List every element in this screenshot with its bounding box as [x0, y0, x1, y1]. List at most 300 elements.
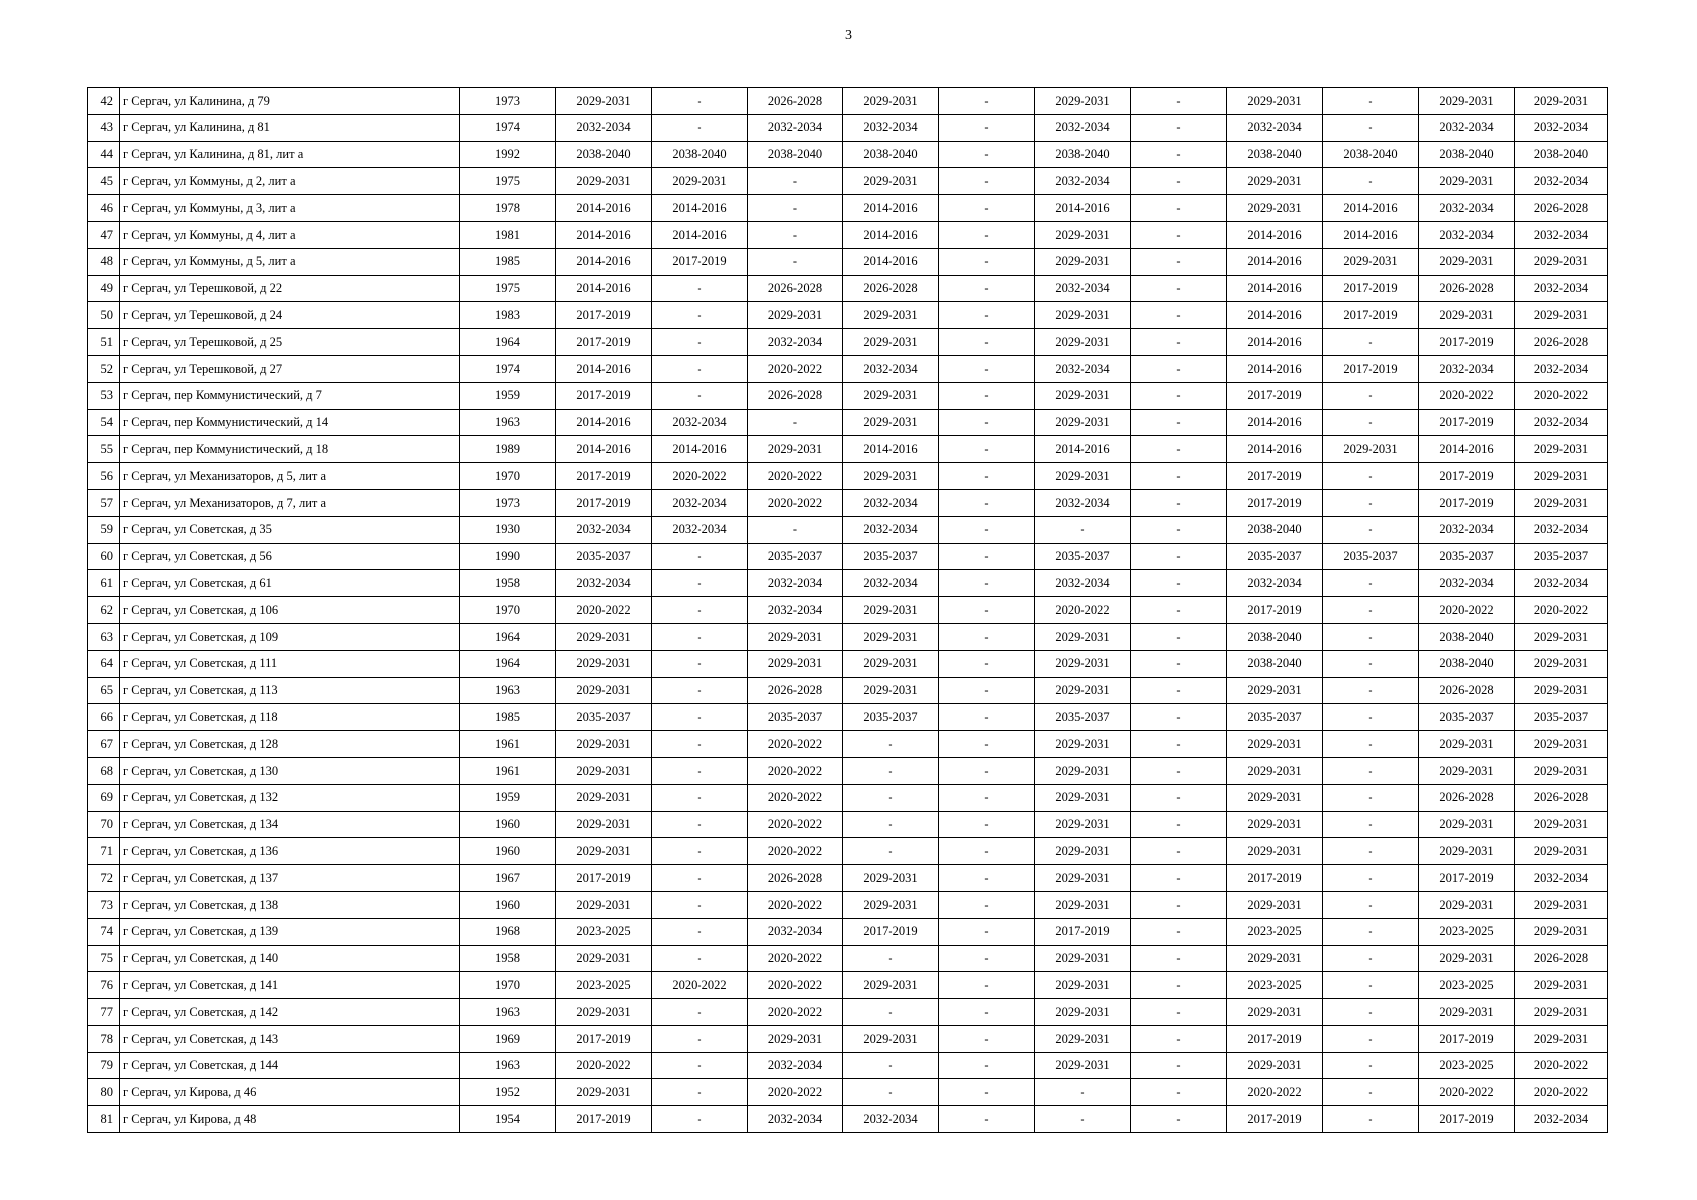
term-cell: 2017-2019	[1227, 463, 1323, 490]
term-cell: 2029-2031	[556, 999, 652, 1026]
term-cell: 2020-2022	[1515, 1052, 1608, 1079]
term-cell: -	[939, 221, 1035, 248]
term-cell: 2035-2037	[1419, 704, 1515, 731]
term-cell: -	[843, 811, 939, 838]
term-cell: -	[1131, 516, 1227, 543]
term-cell: -	[939, 1106, 1035, 1133]
term-cell: 2026-2028	[843, 275, 939, 302]
table-row	[88, 731, 1608, 758]
term-cell: 2035-2037	[843, 543, 939, 570]
term-cell: -	[748, 516, 843, 543]
term-cell: -	[939, 168, 1035, 195]
term-cell: 2029-2031	[1227, 757, 1323, 784]
term-cell: 2029-2031	[556, 784, 652, 811]
term-cell: 2035-2037	[748, 543, 843, 570]
term-cell: 2032-2034	[652, 409, 748, 436]
term-cell: 2035-2037	[1227, 543, 1323, 570]
year-built-cell: 1960	[460, 838, 556, 865]
term-cell: 2029-2031	[1035, 999, 1131, 1026]
term-cell: 2026-2028	[1515, 195, 1608, 222]
term-cell: 2029-2031	[1035, 221, 1131, 248]
term-cell: 2029-2031	[652, 168, 748, 195]
term-cell: 2029-2031	[748, 650, 843, 677]
term-cell: -	[1323, 382, 1419, 409]
term-cell: 2014-2016	[556, 221, 652, 248]
term-cell: 2029-2031	[1035, 891, 1131, 918]
year-built-cell: 1973	[460, 88, 556, 115]
term-cell: -	[843, 945, 939, 972]
term-cell: -	[1131, 1106, 1227, 1133]
term-cell: -	[652, 275, 748, 302]
term-cell: 2029-2031	[1035, 623, 1131, 650]
table-row	[88, 88, 1608, 115]
term-cell: 2032-2034	[652, 489, 748, 516]
term-cell: 2017-2019	[1227, 865, 1323, 892]
term-cell: 2017-2019	[1419, 329, 1515, 356]
row-number-cell: 55	[88, 436, 120, 463]
address-cell: г Сергач, ул Кирова, д 48	[120, 1106, 460, 1133]
row-number-cell: 44	[88, 141, 120, 168]
term-cell: 2032-2034	[1515, 1106, 1608, 1133]
term-cell: 2014-2016	[1227, 302, 1323, 329]
term-cell: 2014-2016	[1035, 436, 1131, 463]
term-cell: -	[1131, 677, 1227, 704]
term-cell: 2014-2016	[843, 195, 939, 222]
year-built-cell: 1970	[460, 972, 556, 999]
term-cell: 2029-2031	[1227, 945, 1323, 972]
term-cell: 2020-2022	[748, 999, 843, 1026]
term-cell: -	[652, 543, 748, 570]
term-cell: -	[1323, 865, 1419, 892]
term-cell: 2029-2031	[843, 972, 939, 999]
term-cell: -	[652, 329, 748, 356]
term-cell: -	[1131, 1079, 1227, 1106]
term-cell: 2020-2022	[652, 463, 748, 490]
term-cell: 2029-2031	[556, 838, 652, 865]
row-number-cell: 47	[88, 221, 120, 248]
term-cell: -	[1131, 168, 1227, 195]
term-cell: 2017-2019	[1035, 918, 1131, 945]
term-cell: 2020-2022	[748, 972, 843, 999]
term-cell: -	[939, 489, 1035, 516]
term-cell: -	[1323, 463, 1419, 490]
term-cell: 2017-2019	[1419, 865, 1515, 892]
term-cell: -	[1131, 757, 1227, 784]
term-cell: -	[939, 1025, 1035, 1052]
term-cell: 2014-2016	[1419, 436, 1515, 463]
term-cell: 2017-2019	[843, 918, 939, 945]
term-cell: 2029-2031	[1227, 811, 1323, 838]
term-cell: -	[1035, 1106, 1131, 1133]
term-cell: -	[748, 248, 843, 275]
term-cell: -	[1131, 409, 1227, 436]
term-cell: -	[1323, 1052, 1419, 1079]
term-cell: -	[1035, 1079, 1131, 1106]
term-cell: 2038-2040	[652, 141, 748, 168]
row-number-cell: 56	[88, 463, 120, 490]
term-cell: -	[1323, 811, 1419, 838]
term-cell: 2029-2031	[556, 88, 652, 115]
row-number-cell: 57	[88, 489, 120, 516]
term-cell: 2029-2031	[1035, 248, 1131, 275]
term-cell: 2023-2025	[1419, 972, 1515, 999]
term-cell: -	[1131, 570, 1227, 597]
term-cell: -	[1131, 543, 1227, 570]
table-row	[88, 436, 1608, 463]
term-cell: -	[652, 1052, 748, 1079]
term-cell: 2020-2022	[1419, 382, 1515, 409]
term-cell: 2038-2040	[1419, 141, 1515, 168]
address-cell: г Сергач, ул Коммуны, д 5, лит а	[120, 248, 460, 275]
row-number-cell: 61	[88, 570, 120, 597]
term-cell: 2029-2031	[1035, 811, 1131, 838]
term-cell: -	[939, 114, 1035, 141]
term-cell: -	[652, 1025, 748, 1052]
term-cell: 2017-2019	[1227, 597, 1323, 624]
term-cell: -	[939, 543, 1035, 570]
address-cell: г Сергач, ул Советская, д 136	[120, 838, 460, 865]
year-built-cell: 1959	[460, 784, 556, 811]
term-cell: -	[652, 757, 748, 784]
year-built-cell: 1963	[460, 1052, 556, 1079]
table-row	[88, 784, 1608, 811]
row-number-cell: 69	[88, 784, 120, 811]
term-cell: 2029-2031	[1035, 757, 1131, 784]
term-cell: -	[1131, 597, 1227, 624]
term-cell: -	[1131, 918, 1227, 945]
term-cell: 2029-2031	[1227, 677, 1323, 704]
term-cell: -	[1323, 1079, 1419, 1106]
term-cell: 2029-2031	[556, 1079, 652, 1106]
term-cell: 2023-2025	[556, 918, 652, 945]
term-cell: 2035-2037	[556, 704, 652, 731]
term-cell: -	[939, 999, 1035, 1026]
year-built-cell: 1964	[460, 650, 556, 677]
term-cell: 2029-2031	[843, 891, 939, 918]
term-cell: -	[1323, 838, 1419, 865]
term-cell: -	[1131, 302, 1227, 329]
term-cell: 2020-2022	[1419, 1079, 1515, 1106]
table-row	[88, 221, 1608, 248]
term-cell: 2020-2022	[748, 1079, 843, 1106]
term-cell: -	[1131, 275, 1227, 302]
term-cell: 2020-2022	[1515, 382, 1608, 409]
term-cell: -	[939, 865, 1035, 892]
term-cell: 2029-2031	[1515, 811, 1608, 838]
term-cell: 2029-2031	[1419, 168, 1515, 195]
term-cell: -	[1131, 141, 1227, 168]
table-row	[88, 168, 1608, 195]
table-row	[88, 489, 1608, 516]
term-cell: 2014-2016	[652, 195, 748, 222]
term-cell: 2017-2019	[1227, 1025, 1323, 1052]
term-cell: -	[939, 409, 1035, 436]
term-cell: 2020-2022	[1035, 597, 1131, 624]
term-cell: 2026-2028	[748, 865, 843, 892]
address-cell: г Сергач, ул Кирова, д 46	[120, 1079, 460, 1106]
term-cell: -	[1323, 168, 1419, 195]
term-cell: 2035-2037	[748, 704, 843, 731]
term-cell: -	[1323, 88, 1419, 115]
table-row	[88, 355, 1608, 382]
year-built-cell: 1961	[460, 731, 556, 758]
table-body	[88, 88, 1608, 1133]
term-cell: -	[843, 999, 939, 1026]
term-cell: 2026-2028	[748, 382, 843, 409]
term-cell: 2032-2034	[1515, 221, 1608, 248]
row-number-cell: 65	[88, 677, 120, 704]
term-cell: 2017-2019	[556, 865, 652, 892]
term-cell: -	[939, 945, 1035, 972]
term-cell: 2023-2025	[1227, 918, 1323, 945]
term-cell: 2038-2040	[1323, 141, 1419, 168]
term-cell: -	[1131, 382, 1227, 409]
year-built-cell: 1954	[460, 1106, 556, 1133]
table-row	[88, 597, 1608, 624]
term-cell: 2032-2034	[1419, 516, 1515, 543]
term-cell: 2029-2031	[1227, 999, 1323, 1026]
term-cell: -	[939, 1079, 1035, 1106]
term-cell: 2017-2019	[1323, 275, 1419, 302]
term-cell: 2029-2031	[843, 597, 939, 624]
table-row	[88, 329, 1608, 356]
term-cell: 2035-2037	[1515, 704, 1608, 731]
term-cell: 2032-2034	[1419, 195, 1515, 222]
term-cell: -	[1323, 757, 1419, 784]
term-cell: -	[939, 516, 1035, 543]
term-cell: 2029-2031	[556, 811, 652, 838]
term-cell: 2038-2040	[1227, 650, 1323, 677]
term-cell: 2014-2016	[1323, 195, 1419, 222]
address-cell: г Сергач, ул Калинина, д 79	[120, 88, 460, 115]
year-built-cell: 1983	[460, 302, 556, 329]
term-cell: 2032-2034	[843, 489, 939, 516]
term-cell: 2029-2031	[1035, 302, 1131, 329]
term-cell: 2017-2019	[556, 489, 652, 516]
term-cell: 2029-2031	[1035, 329, 1131, 356]
term-cell: -	[748, 221, 843, 248]
year-built-cell: 1974	[460, 114, 556, 141]
table-row	[88, 999, 1608, 1026]
term-cell: 2032-2034	[1515, 355, 1608, 382]
year-built-cell: 1963	[460, 409, 556, 436]
term-cell: 2014-2016	[556, 195, 652, 222]
table-row	[88, 945, 1608, 972]
address-cell: г Сергач, ул Советская, д 106	[120, 597, 460, 624]
term-cell: -	[1323, 489, 1419, 516]
address-cell: г Сергач, ул Советская, д 130	[120, 757, 460, 784]
table-row	[88, 275, 1608, 302]
term-cell: 2020-2022	[1227, 1079, 1323, 1106]
term-cell: 2032-2034	[748, 114, 843, 141]
term-cell: 2017-2019	[1419, 1025, 1515, 1052]
year-built-cell: 1961	[460, 757, 556, 784]
term-cell: 2029-2031	[556, 891, 652, 918]
term-cell: -	[1131, 784, 1227, 811]
table-row	[88, 543, 1608, 570]
term-cell: 2026-2028	[748, 275, 843, 302]
table-row	[88, 463, 1608, 490]
term-cell: -	[652, 731, 748, 758]
term-cell: -	[1131, 1052, 1227, 1079]
term-cell: -	[1131, 114, 1227, 141]
term-cell: 2020-2022	[748, 784, 843, 811]
term-cell: 2020-2022	[748, 945, 843, 972]
term-cell: -	[652, 650, 748, 677]
term-cell: 2029-2031	[1419, 731, 1515, 758]
term-cell: -	[1323, 945, 1419, 972]
term-cell: 2032-2034	[1227, 114, 1323, 141]
address-cell: г Сергач, ул Советская, д 61	[120, 570, 460, 597]
term-cell: 2029-2031	[1035, 731, 1131, 758]
term-cell: 2032-2034	[556, 570, 652, 597]
address-cell: г Сергач, ул Терешковой, д 22	[120, 275, 460, 302]
term-cell: -	[652, 1079, 748, 1106]
table-row	[88, 865, 1608, 892]
table-row	[88, 141, 1608, 168]
term-cell: -	[939, 784, 1035, 811]
address-cell: г Сергач, ул Советская, д 143	[120, 1025, 460, 1052]
term-cell: 2029-2031	[1227, 838, 1323, 865]
term-cell: 2038-2040	[1227, 141, 1323, 168]
term-cell: 2017-2019	[1227, 382, 1323, 409]
row-number-cell: 50	[88, 302, 120, 329]
address-cell: г Сергач, ул Советская, д 132	[120, 784, 460, 811]
term-cell: 2020-2022	[748, 355, 843, 382]
term-cell: -	[1131, 436, 1227, 463]
term-cell: 2020-2022	[748, 463, 843, 490]
term-cell: -	[843, 1052, 939, 1079]
term-cell: 2032-2034	[1419, 570, 1515, 597]
term-cell: 2017-2019	[1419, 489, 1515, 516]
term-cell: -	[939, 88, 1035, 115]
table-row	[88, 623, 1608, 650]
address-cell: г Сергач, ул Советская, д 56	[120, 543, 460, 570]
term-cell: 2029-2031	[843, 168, 939, 195]
term-cell: 2014-2016	[1323, 221, 1419, 248]
page-number: 3	[845, 28, 852, 43]
term-cell: 2029-2031	[1227, 88, 1323, 115]
year-built-cell: 1985	[460, 248, 556, 275]
address-cell: г Сергач, ул Терешковой, д 25	[120, 329, 460, 356]
term-cell: 2020-2022	[556, 597, 652, 624]
term-cell: -	[939, 891, 1035, 918]
address-cell: г Сергач, ул Советская, д 113	[120, 677, 460, 704]
address-cell: г Сергач, пер Коммунистический, д 18	[120, 436, 460, 463]
term-cell: 2020-2022	[748, 757, 843, 784]
term-cell: 2026-2028	[1419, 784, 1515, 811]
term-cell: 2029-2031	[1419, 302, 1515, 329]
term-cell: 2032-2034	[843, 516, 939, 543]
term-cell: 2029-2031	[1323, 248, 1419, 275]
row-number-cell: 70	[88, 811, 120, 838]
term-cell: 2038-2040	[1227, 623, 1323, 650]
term-cell: -	[939, 597, 1035, 624]
term-cell: 2017-2019	[1323, 355, 1419, 382]
term-cell: -	[939, 248, 1035, 275]
row-number-cell: 81	[88, 1106, 120, 1133]
term-cell: 2026-2028	[748, 88, 843, 115]
term-cell: -	[843, 784, 939, 811]
term-cell: -	[1323, 704, 1419, 731]
term-cell: -	[939, 650, 1035, 677]
term-cell: -	[1323, 784, 1419, 811]
term-cell: 2029-2031	[1515, 731, 1608, 758]
row-number-cell: 74	[88, 918, 120, 945]
term-cell: 2029-2031	[1227, 168, 1323, 195]
term-cell: 2029-2031	[556, 945, 652, 972]
term-cell: 2032-2034	[1419, 114, 1515, 141]
year-built-cell: 1963	[460, 677, 556, 704]
term-cell: 2029-2031	[1323, 436, 1419, 463]
term-cell: 2038-2040	[748, 141, 843, 168]
term-cell: -	[748, 409, 843, 436]
term-cell: 2029-2031	[1515, 918, 1608, 945]
term-cell: 2017-2019	[1419, 463, 1515, 490]
address-cell: г Сергач, ул Советская, д 141	[120, 972, 460, 999]
term-cell: 2029-2031	[1419, 811, 1515, 838]
term-cell: -	[652, 355, 748, 382]
year-built-cell: 1967	[460, 865, 556, 892]
term-cell: 2032-2034	[556, 114, 652, 141]
row-number-cell: 79	[88, 1052, 120, 1079]
term-cell: -	[939, 838, 1035, 865]
term-cell: -	[939, 302, 1035, 329]
term-cell: -	[843, 757, 939, 784]
year-built-cell: 1960	[460, 891, 556, 918]
term-cell: 2032-2034	[843, 355, 939, 382]
year-built-cell: 1969	[460, 1025, 556, 1052]
term-cell: -	[1323, 731, 1419, 758]
term-cell: 2035-2037	[1323, 543, 1419, 570]
term-cell: 2029-2031	[556, 731, 652, 758]
row-number-cell: 60	[88, 543, 120, 570]
term-cell: -	[1131, 221, 1227, 248]
term-cell: -	[843, 1079, 939, 1106]
term-cell: 2029-2031	[748, 1025, 843, 1052]
term-cell: 2032-2034	[1035, 489, 1131, 516]
term-cell: -	[652, 918, 748, 945]
term-cell: 2029-2031	[843, 463, 939, 490]
year-built-cell: 1960	[460, 811, 556, 838]
term-cell: 2029-2031	[843, 623, 939, 650]
row-number-cell: 68	[88, 757, 120, 784]
term-cell: 2014-2016	[1227, 221, 1323, 248]
row-number-cell: 78	[88, 1025, 120, 1052]
term-cell: 2014-2016	[843, 248, 939, 275]
table-row	[88, 1052, 1608, 1079]
term-cell: 2017-2019	[652, 248, 748, 275]
year-built-cell: 1930	[460, 516, 556, 543]
term-cell: 2026-2028	[1515, 784, 1608, 811]
term-cell: 2038-2040	[1419, 623, 1515, 650]
table-row	[88, 811, 1608, 838]
term-cell: 2029-2031	[556, 168, 652, 195]
table-row	[88, 382, 1608, 409]
term-cell: -	[1131, 972, 1227, 999]
term-cell: 2029-2031	[843, 382, 939, 409]
term-cell: 2032-2034	[1035, 114, 1131, 141]
term-cell: 2017-2019	[1419, 1106, 1515, 1133]
term-cell: -	[652, 945, 748, 972]
term-cell: 2032-2034	[748, 1052, 843, 1079]
term-cell: 2020-2022	[652, 972, 748, 999]
term-cell: 2017-2019	[556, 1106, 652, 1133]
row-number-cell: 52	[88, 355, 120, 382]
term-cell: 2029-2031	[1035, 463, 1131, 490]
year-built-cell: 1958	[460, 570, 556, 597]
term-cell: 2032-2034	[1515, 114, 1608, 141]
